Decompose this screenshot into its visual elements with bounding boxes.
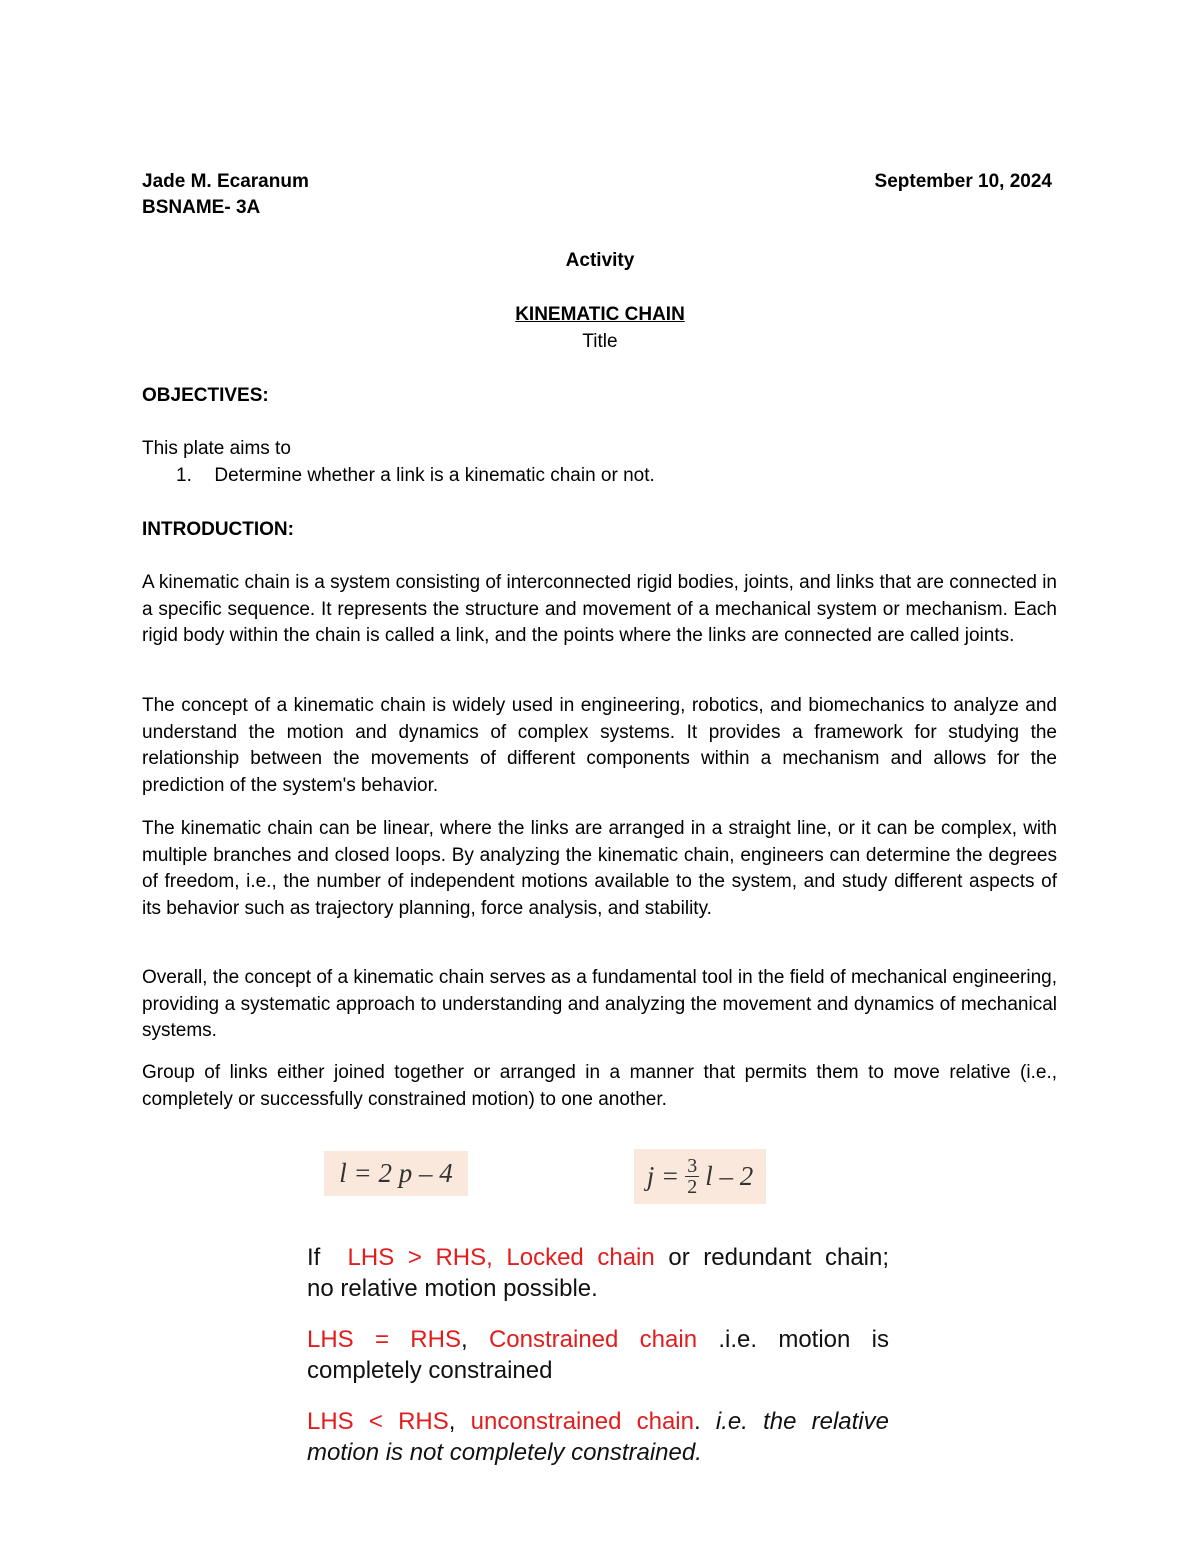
author-block <box>142 169 309 221</box>
intro-paragraph-4: Overall, the concept of a kinematic chain serves as a fundamental tool in the field of mechanical engineering, providing a systematic approach to understanding and analyzing the movement and dynamics of mechanical systems. <box>142 967 1057 1041</box>
rule-unconstrained-chain <box>307 1406 889 1468</box>
title-caption: Title <box>582 331 618 352</box>
rule-constrained-type: Constrained chain <box>488 1326 698 1353</box>
intro-paragraph-3: The kinematic chain can be linear, where the links are arranged in a straight line, or it can be complex, with multiple branches and closed loops. By analyzing the kinematic chain, engineers can determine the degrees of freedom, i.e., the number of independent motions available to the system, and study different aspects of its behavior such as trajectory planning, force analysis, and stability. <box>142 818 1057 919</box>
equation-joints-fraction <box>685 1156 699 1197</box>
rule-locked-line1 <box>307 1242 889 1273</box>
objective-item <box>176 463 655 489</box>
author-section: BSNAME- 3A <box>142 197 261 218</box>
rule-unconstrained-condition: LHS < RHS <box>307 1408 449 1435</box>
rule-unconstrained-type: unconstrained chain <box>470 1408 694 1435</box>
title-block <box>0 302 1200 328</box>
rule-locked-rest: or redundant chain; <box>654 1244 890 1271</box>
activity-label: Activity <box>565 250 635 271</box>
equation-links-text: l = 2 p – 4 <box>339 1158 453 1188</box>
objectives-heading: OBJECTIVES: <box>142 385 269 406</box>
document-title: KINEMATIC CHAIN <box>515 304 685 325</box>
introduction-heading: INTRODUCTION: <box>142 519 294 540</box>
rule-unconstrained-punct: . <box>693 1408 716 1435</box>
equation-joints-lhs: j = <box>646 1161 680 1191</box>
rule-locked-line2: no relative motion possible. <box>307 1275 598 1302</box>
intro-paragraph-1: A kinematic chain is a system consisting of interconnected rigid bodies, joints, and links that are connected in a specific sequence. It represents the structure and movement of a mechanical system or mechanism. Each rigid body within the chain is called a link, and the points where the links are connected are called joints. <box>142 572 1057 646</box>
rule-unconstrained-line2: motion is not completely constrained. <box>307 1439 702 1466</box>
rule-prefix: If <box>307 1244 334 1271</box>
document-date: September 10, 2024 <box>874 171 1052 192</box>
rule-constrained-rest: .i.e. motion is <box>697 1326 889 1353</box>
rule-unconstrained-line1 <box>307 1406 889 1437</box>
rule-locked-condition: LHS > RHS, Locked chain <box>347 1244 655 1271</box>
equation-links <box>324 1151 468 1196</box>
author-name: Jade M. Ecaranum <box>142 171 309 192</box>
objectives-intro: This plate aims to <box>142 438 291 459</box>
rule-constrained-line1 <box>307 1324 889 1355</box>
fraction-numerator: 3 <box>687 1155 698 1177</box>
rule-constrained-condition: LHS = RHS <box>307 1326 461 1353</box>
intro-paragraph-5: Group of links either joined together or arranged in a manner that permits them to move relative (i.e., completely or successfully constrained motion) to one another. <box>142 1062 1057 1110</box>
equation-joints-rhs: l – 2 <box>705 1161 754 1191</box>
objective-number: 1. <box>176 465 192 486</box>
rule-locked-chain <box>307 1242 889 1304</box>
rule-constrained-line2: completely constrained <box>307 1357 553 1384</box>
rule-separator: , <box>460 1326 489 1353</box>
rule-constrained-chain <box>307 1324 889 1386</box>
rule-separator: , <box>448 1408 471 1435</box>
equation-joints <box>634 1149 766 1204</box>
rule-unconstrained-rest: i.e. the relative <box>715 1408 889 1435</box>
objective-text: Determine whether a link is a kinematic chain or not. <box>214 465 655 486</box>
fraction-denominator: 2 <box>687 1176 698 1198</box>
intro-paragraph-2: The concept of a kinematic chain is widely used in engineering, robotics, and biomechanics to analyze and understand the motion and dynamics of complex systems. It provides a framework for studying the relationship between the movements of different components within a mechanism and allows for the prediction of the system's behavior. <box>142 695 1057 796</box>
